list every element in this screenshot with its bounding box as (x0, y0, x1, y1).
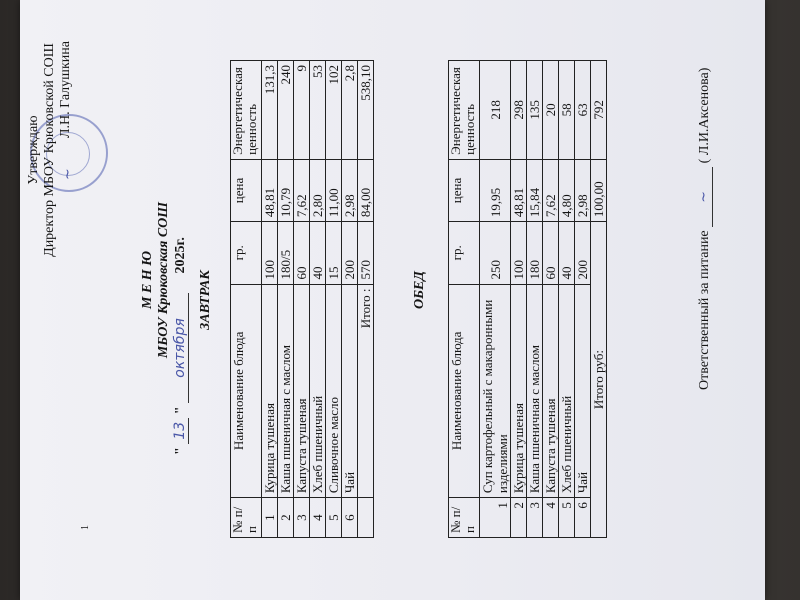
col-energy: Энергетическая ценность (231, 61, 262, 160)
dish-energy: 9 (294, 61, 310, 160)
dish-energy: 298 (511, 61, 527, 160)
row-number: 3 (527, 498, 543, 538)
col-dish: Наименование блюда (449, 284, 480, 498)
dish-name: Курица тушеная (262, 284, 278, 498)
director-signature: ~ (60, 168, 76, 180)
row-number: 5 (559, 498, 575, 538)
dish-price: 2,98 (342, 159, 358, 221)
dish-weight: 100 (262, 222, 278, 284)
table-header (449, 61, 480, 538)
rotated-content (20, 0, 765, 600)
dish-price: 4,80 (559, 159, 575, 221)
dish-energy: 218 (480, 61, 511, 160)
dish-price: 15,84 (527, 159, 543, 221)
row-number: 5 (326, 498, 342, 538)
dish-energy: 53 (310, 61, 326, 160)
col-dish: Наименование блюда (231, 284, 262, 498)
dish-weight: 180 (527, 222, 543, 284)
date-year: 2025г. (173, 237, 188, 274)
dish-name: Капуста тушеная (294, 284, 310, 498)
dish-weight: 180/5 (278, 222, 294, 284)
table-row (559, 61, 575, 538)
row-number: 3 (294, 498, 310, 538)
table-row (294, 61, 310, 538)
dish-weight: 250 (480, 222, 511, 284)
date-day: 13 (172, 418, 189, 444)
dish-weight: 40 (310, 222, 326, 284)
dish-weight: 60 (294, 222, 310, 284)
date-month: октября (172, 293, 189, 403)
dish-energy: 102 (326, 61, 342, 160)
dish-name: Чай (575, 284, 591, 498)
row-number: 2 (511, 498, 527, 538)
total-row (591, 61, 607, 538)
director-name: Л.Н. Галушкина (58, 41, 73, 138)
director-line: Директор МБОУ Крюковской СОШ (42, 43, 57, 257)
responsible-line (696, 68, 713, 390)
table-row (310, 61, 326, 538)
total-row (358, 61, 374, 538)
dish-name: Суп картофельный с макаронными изделиями (480, 284, 511, 498)
responsible-signature: ~ (696, 167, 713, 227)
table-row (342, 61, 358, 538)
dish-energy: 131,3 (262, 61, 278, 160)
dish-energy: 135 (527, 61, 543, 160)
dish-name: Хлеб пшеничный (310, 284, 326, 498)
school-name: МБОУ Крюковская СОШ (156, 201, 171, 359)
dish-weight: 60 (543, 222, 559, 284)
table-row (278, 61, 294, 538)
col-weight: гр. (449, 222, 480, 284)
total-label: Итого : (358, 284, 374, 498)
col-weight: гр. (231, 222, 262, 284)
responsible-name: ( Л.И.Аксенова) (697, 67, 712, 164)
total-empty (358, 498, 374, 538)
dish-price: 48,81 (511, 159, 527, 221)
dish-weight: 15 (326, 222, 342, 284)
total-price: 100,00 (591, 159, 607, 221)
dish-weight: 200 (575, 222, 591, 284)
row-number: 2 (278, 498, 294, 538)
col-price: цена (449, 159, 480, 221)
total-price: 84,00 (358, 159, 374, 221)
row-number: 6 (575, 498, 591, 538)
total-energy: 538,10 (358, 61, 374, 160)
dish-weight: 40 (559, 222, 575, 284)
dish-weight: 200 (342, 222, 358, 284)
row-number: 1 (262, 498, 278, 538)
dish-energy: 58 (559, 61, 575, 160)
dish-price: 11,00 (326, 159, 342, 221)
approval-label: Утверждаю (26, 115, 41, 185)
table-header (231, 61, 262, 538)
col-number: № п/п (449, 498, 480, 538)
menu-sheet (20, 0, 765, 600)
dish-name: Хлеб пшеничный (559, 284, 575, 498)
table-row (575, 61, 591, 538)
total-label: Итого руб: (591, 222, 607, 538)
dish-energy: 63 (575, 61, 591, 160)
table-row (262, 61, 278, 538)
col-energy: Энергетическая ценность (449, 61, 480, 160)
table-row (527, 61, 543, 538)
dish-weight: 100 (511, 222, 527, 284)
breakfast-heading: ЗАВТРАК (198, 270, 213, 330)
breakfast-table (230, 60, 374, 538)
row-number: 1 (480, 498, 511, 538)
dish-price: 10,79 (278, 159, 294, 221)
dish-price: 2,80 (310, 159, 326, 221)
dish-price: 48,81 (262, 159, 278, 221)
total-weight: 570 (358, 222, 374, 284)
menu-date (172, 237, 189, 455)
menu-title: М Е Н Ю (140, 251, 155, 309)
dish-name: Каша пшеничная с маслом (527, 284, 543, 498)
dish-name: Капуста тушеная (543, 284, 559, 498)
row-number: 4 (543, 498, 559, 538)
dish-name: Чай (342, 284, 358, 498)
page-number: 1 (80, 525, 91, 530)
dish-price: 7,62 (294, 159, 310, 221)
col-price: цена (231, 159, 262, 221)
col-number: № п/п (231, 498, 262, 538)
dish-price: 2,98 (575, 159, 591, 221)
row-number: 4 (310, 498, 326, 538)
dish-price: 19,95 (480, 159, 511, 221)
date-mid: " (173, 406, 188, 415)
dish-energy: 2,8 (342, 61, 358, 160)
lunch-table (448, 60, 607, 538)
table-row (511, 61, 527, 538)
dish-energy: 20 (543, 61, 559, 160)
table-row (326, 61, 342, 538)
table-row (480, 61, 511, 538)
dish-name: Каша пшеничная с маслом (278, 284, 294, 498)
dish-energy: 240 (278, 61, 294, 160)
responsible-label: Ответственный за питание (697, 230, 712, 390)
date-prefix: " (173, 447, 188, 455)
table-row (543, 61, 559, 538)
dish-price: 7,62 (543, 159, 559, 221)
lunch-heading: ОБЕД (412, 271, 427, 309)
dish-name: Сливочное масло (326, 284, 342, 498)
row-number: 6 (342, 498, 358, 538)
total-energy: 792 (591, 61, 607, 160)
dish-name: Курица тушеная (511, 284, 527, 498)
